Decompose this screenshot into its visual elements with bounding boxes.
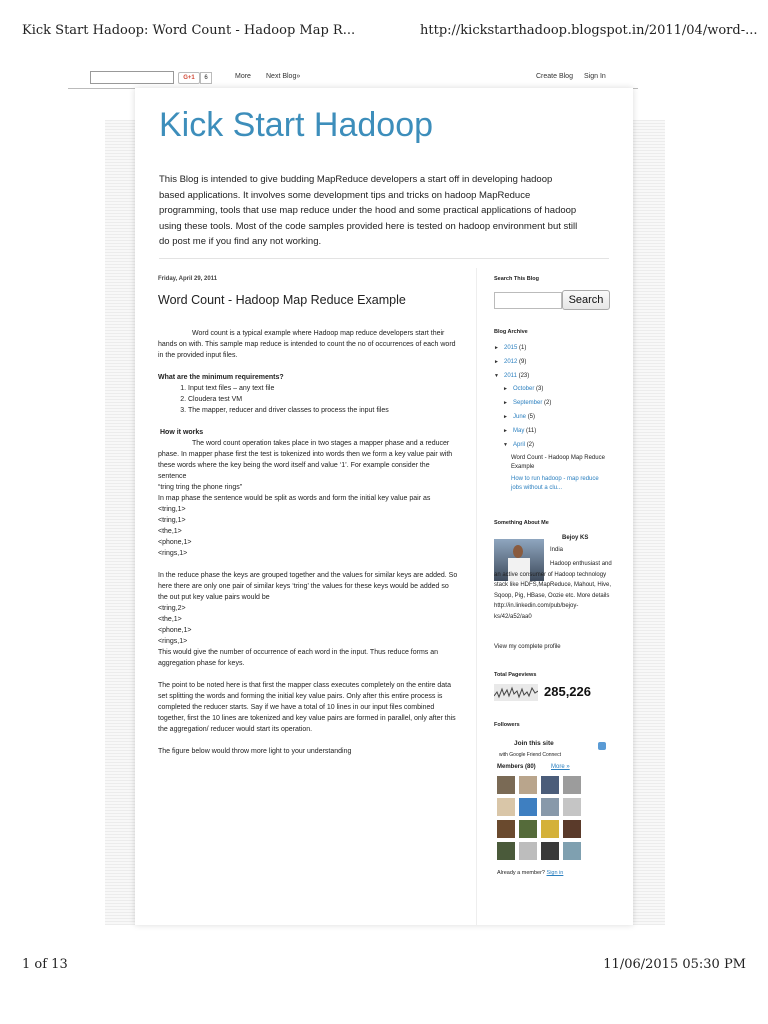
requirements-heading: What are the minimum requirements? [158, 374, 284, 381]
print-footer [0, 950, 768, 980]
member-avatar[interactable] [563, 820, 581, 838]
view-profile-link[interactable]: View my complete profile [494, 644, 561, 650]
member-avatar[interactable] [519, 776, 537, 794]
member-avatar[interactable] [541, 842, 559, 860]
followers-heading: Followers [494, 722, 520, 728]
member-avatar[interactable] [541, 776, 559, 794]
header-divider [159, 258, 609, 259]
navbar-search-input[interactable] [90, 71, 174, 84]
member-avatar[interactable] [541, 798, 559, 816]
reduce-pair: <the,1> [158, 616, 182, 623]
archive-heading: Blog Archive [494, 329, 528, 335]
archive-month[interactable]: ► October (3) [503, 386, 544, 392]
member-avatar[interactable] [497, 842, 515, 860]
point-text: The point to be noted here is that first the mapper class executes completely on the entire data set splitting the words and forming the initial key value pairs. Only after this entire process is completed the reducer starts. Say if we have a total of 10 lines in our input files combined together, first the 10 lines are tokenized and key value pairs are formed in parallel, only after this the aggregation/ reducer would start its operation. [158, 682, 456, 733]
join-site-link[interactable]: Join this site [514, 740, 554, 747]
print-page-title: Kick Start Hadoop: Word Count - Hadoop Map R... [22, 23, 356, 38]
reduce-pair: <tring,2> [158, 605, 186, 612]
blogger-navbar [68, 68, 638, 89]
members-more-link[interactable]: More » [551, 764, 570, 770]
map-pair: <phone,1> [158, 539, 192, 546]
member-avatar[interactable] [563, 798, 581, 816]
reduce-pair: <phone,1> [158, 627, 192, 634]
member-avatars [497, 776, 587, 866]
map-line: In map phase the sentence would be split as words and form the initial key value pair as [158, 495, 431, 502]
member-avatar[interactable] [563, 776, 581, 794]
requirements-list [158, 383, 458, 416]
sign-in-link[interactable]: Sign In [584, 73, 606, 80]
column-divider [476, 268, 477, 925]
post-date: Friday, April 29, 2011 [158, 276, 218, 282]
list-item: 2. Cloudera test VM [188, 394, 458, 405]
profile-country: India [550, 547, 564, 553]
profile-bio: Hadoop enthusiast and an active consumer of Hadoop technology stack like HDFS,MapReduce, Mahout, Hive, Sqoop, Pig, HBase, Oozie etc. More details http://in.linkedin.com/pub/bejoy-ks/42/a52/aa0 [494, 561, 612, 620]
archive-post[interactable]: How to run hadoop - map reduce jobs without a clu... [511, 476, 599, 491]
map-pair: <rings,1> [158, 550, 188, 557]
map-pair: <tring,1> [158, 506, 186, 513]
member-avatar[interactable] [497, 820, 515, 838]
members-count: Members (80) [497, 764, 536, 770]
archive-post[interactable]: Word Count - Hadoop Map Reduce Example [511, 455, 605, 470]
pageviews-count: 285,226 [544, 684, 591, 699]
member-avatar[interactable] [541, 820, 559, 838]
figure-text: The figure below would throw more light to your understanding [158, 748, 352, 755]
pageviews-sparkline [494, 684, 538, 701]
how-heading: How it works [160, 429, 204, 436]
member-avatar[interactable] [519, 842, 537, 860]
list-item: 1. Input text files – any text file [188, 383, 458, 394]
pageviews-heading: Total Pageviews [494, 672, 537, 678]
member-avatar[interactable] [497, 776, 515, 794]
search-button[interactable]: Search [562, 290, 610, 310]
next-blog-link[interactable]: Next Blog» [266, 73, 301, 80]
profile-name[interactable]: Bejoy KS [562, 535, 589, 541]
post-intro: Word count is a typical example where Hadoop map reduce developers start their hands on with. This sample map reduce is intended to count the no of occurrences of each word in the provided input files. [158, 330, 456, 359]
print-page-url: http://kickstarthadoop.blogspot.in/2011/04/word-... [420, 23, 758, 38]
print-datetime: 11/06/2015 05:30 PM [603, 957, 746, 972]
already-member: Already a member? Sign in [497, 870, 564, 876]
how-text: The word count operation takes place in two stages a mapper phase and a reducer phase. In mapper phase first the test is tokenized into words then we form a key value pair with these words where the key being the word itself and value ‘1’. For example consider the sentence [158, 440, 453, 480]
member-avatar[interactable] [519, 798, 537, 816]
archive-year[interactable]: ► 2012 (9) [494, 359, 527, 365]
about-heading: Something About Me [494, 520, 549, 526]
member-avatar[interactable] [563, 842, 581, 860]
map-pair: <tring,1> [158, 517, 186, 524]
print-header [0, 0, 768, 60]
blog-title[interactable]: Kick Start Hadoop [159, 106, 434, 144]
post-body [158, 328, 458, 757]
archive-month[interactable]: ► June (5) [503, 414, 536, 420]
post-title[interactable]: Word Count - Hadoop Map Reduce Example [158, 293, 406, 307]
create-blog-link[interactable]: Create Blog [536, 73, 573, 80]
blog-search-input[interactable] [494, 292, 562, 309]
member-avatar[interactable] [497, 798, 515, 816]
list-item: 3. The mapper, reducer and driver classes to process the input files [188, 405, 458, 416]
page-count: 1 of 13 [22, 957, 68, 972]
more-link[interactable]: More [235, 73, 251, 80]
gplus-button[interactable]: G+1 [178, 72, 200, 84]
archive-month[interactable]: ► May (11) [503, 428, 537, 434]
reduce-pair: <rings,1> [158, 638, 188, 645]
example-sentence: “tring tring the phone rings” [158, 484, 243, 491]
gfc-icon[interactable] [598, 742, 606, 750]
map-pair: <the,1> [158, 528, 182, 535]
archive-month[interactable]: ▼ April (2) [503, 442, 535, 448]
blog-description: This Blog is intended to give budding MapReduce developers a start off in developing hadoop based applications. It involves some development tips and tricks on hadoop MapReduce programming, tools that use map reduce under the hood and some practical applications of hadoop using these tools. Most of the code samples provided here is tested on hadoop environment but still do post me if you find any not working. [159, 174, 578, 247]
reduce-text: In the reduce phase the keys are grouped together and the values for similar keys are added. So here there are only one pair of similar keys ‘tring’ the values for these keys would be added so the out put key value pairs would be [158, 572, 458, 601]
search-heading: Search This Blog [494, 276, 539, 282]
blog-content [135, 88, 633, 925]
gplus-count: 6 [200, 72, 212, 84]
member-avatar[interactable] [519, 820, 537, 838]
gfc-caption: with Google Friend Connect [499, 752, 561, 758]
archive-year[interactable]: ► 2015 (1) [494, 345, 527, 351]
archive-year[interactable]: ▼ 2011 (23) [494, 373, 530, 379]
reduce-after: This would give the number of occurrence of each word in the input. Thus reduce forms an aggregation phase for keys. [158, 649, 439, 667]
followers-sign-in-link[interactable]: Sign in [546, 870, 564, 876]
archive-month[interactable]: ► September (2) [503, 400, 552, 406]
